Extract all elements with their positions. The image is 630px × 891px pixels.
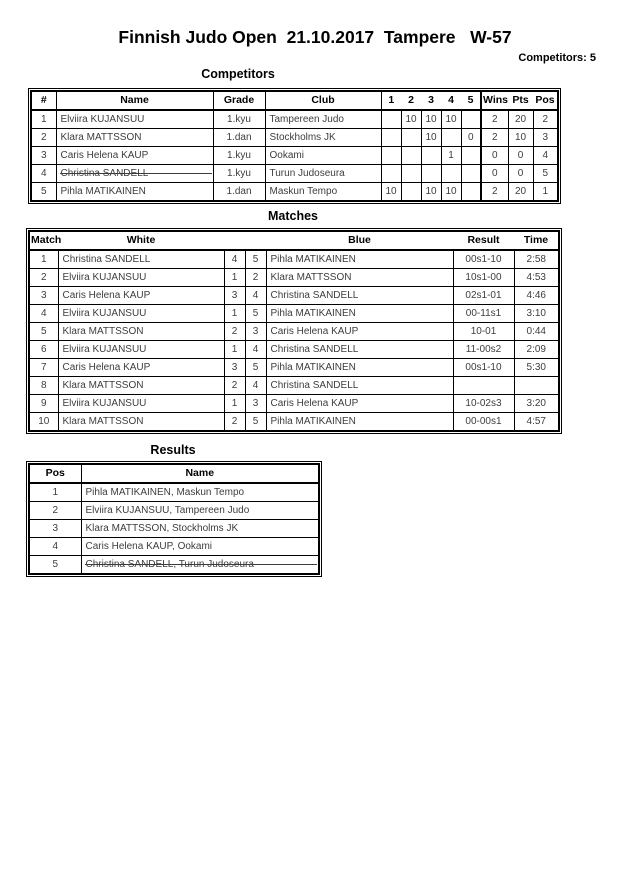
result-name-cell: Klara MATTSSON, Stockholms JK (81, 520, 319, 538)
match-row (29, 377, 559, 395)
result-row (29, 502, 319, 520)
match-white-name-cell: Elviira KUJANSUU (58, 269, 224, 287)
match-number-cell: 2 (29, 269, 58, 287)
match-blue-number-cell: 5 (245, 359, 266, 377)
match-row (29, 413, 559, 432)
match-number-cell: 3 (29, 287, 58, 305)
match-result-cell: 11-00s2 (453, 341, 514, 359)
match-row (29, 395, 559, 413)
competitor-row (31, 183, 558, 202)
competitors-header-name: Name (56, 91, 213, 110)
matches-header-row (29, 231, 559, 250)
match-time-cell: 3:10 (514, 305, 559, 323)
competitor-wins-cell: 2 (481, 110, 508, 129)
competitor-row (31, 129, 558, 147)
match-blue-name-cell: Caris Helena KAUP (266, 323, 453, 341)
match-white-number-cell: 3 (224, 287, 245, 305)
match-white-number-cell: 2 (224, 413, 245, 432)
match-result-cell: 00s1-10 (453, 250, 514, 269)
matches-header-match: Match (29, 231, 58, 250)
match-number-cell: 1 (29, 250, 58, 269)
competitor-wins-cell: 0 (481, 147, 508, 165)
competitor-wins-cell: 0 (481, 165, 508, 183)
competitor-round-2-score-cell (401, 129, 421, 147)
match-white-name-cell: Klara MATTSSON (58, 377, 224, 395)
match-white-number-cell: 2 (224, 377, 245, 395)
competitor-round-4-score-cell (441, 165, 461, 183)
competitor-club-cell: Tampereen Judo (265, 110, 381, 129)
competitor-grade-cell: 1.dan (213, 129, 265, 147)
match-blue-name-cell: Caris Helena KAUP (266, 395, 453, 413)
competitor-pos-cell: 3 (533, 129, 558, 147)
results-header-row (29, 464, 319, 483)
competitor-club-cell: Turun Judoseura (265, 165, 381, 183)
match-blue-name-cell: Pihla MATIKAINEN (266, 413, 453, 432)
match-blue-name-cell: Christina SANDELL (266, 341, 453, 359)
match-white-number-cell: 1 (224, 269, 245, 287)
results-table-body (29, 483, 319, 574)
match-time-cell: 3:20 (514, 395, 559, 413)
result-row (29, 538, 319, 556)
competitors-header-round-3: 3 (421, 91, 441, 110)
page-title: Finnish Judo Open 21.10.2017 Tampere W-57 (118, 27, 512, 47)
competitor-row (31, 110, 558, 129)
match-blue-number-cell: 4 (245, 287, 266, 305)
competitor-round-2-score-cell (401, 183, 421, 202)
competitor-round-1-score-cell (381, 110, 401, 129)
match-blue-number-cell: 3 (245, 395, 266, 413)
match-result-cell: 00s1-10 (453, 359, 514, 377)
result-name-cell: Pihla MATIKAINEN, Maskun Tempo (81, 483, 319, 502)
matches-header-white-num (224, 231, 245, 250)
competitor-row (31, 165, 558, 183)
competitor-pos-cell: 1 (533, 183, 558, 202)
matches-table-body (29, 250, 559, 431)
competitor-wins-cell: 2 (481, 129, 508, 147)
competitor-round-3-score-cell (421, 165, 441, 183)
competitor-pts-cell: 20 (508, 110, 533, 129)
competitor-club-cell: Ookami (265, 147, 381, 165)
match-white-name-cell: Christina SANDELL (58, 250, 224, 269)
match-blue-number-cell: 5 (245, 413, 266, 432)
competitor-number-cell: 3 (31, 147, 56, 165)
competitor-round-1-score-cell (381, 129, 401, 147)
match-row (29, 341, 559, 359)
match-row (29, 287, 559, 305)
competitors-header-num: # (31, 91, 56, 110)
competitor-round-3-score-cell: 10 (421, 110, 441, 129)
result-row (29, 483, 319, 502)
match-white-name-cell: Klara MATTSSON (58, 413, 224, 432)
competitors-header-round-1: 1 (381, 91, 401, 110)
competitor-round-4-score-cell: 10 (441, 110, 461, 129)
competitor-pts-cell: 10 (508, 129, 533, 147)
match-result-cell: 10-02s3 (453, 395, 514, 413)
match-number-cell: 8 (29, 377, 58, 395)
match-white-name-cell: Elviira KUJANSUU (58, 341, 224, 359)
match-number-cell: 4 (29, 305, 58, 323)
match-white-name-cell: Caris Helena KAUP (58, 359, 224, 377)
match-white-name-cell: Klara MATTSSON (58, 323, 224, 341)
match-blue-name-cell: Christina SANDELL (266, 377, 453, 395)
match-number-cell: 5 (29, 323, 58, 341)
matches-header-blue: Blue (266, 231, 453, 250)
match-white-number-cell: 4 (224, 250, 245, 269)
match-white-number-cell: 1 (224, 341, 245, 359)
match-blue-name-cell: Pihla MATIKAINEN (266, 250, 453, 269)
competitors-header-club: Club (265, 91, 381, 110)
competitor-round-5-score-cell (461, 110, 481, 129)
match-result-cell: 02s1-01 (453, 287, 514, 305)
match-blue-number-cell: 2 (245, 269, 266, 287)
result-pos-cell: 3 (29, 520, 81, 538)
competitors-header-row (31, 91, 558, 110)
result-row (29, 520, 319, 538)
competitor-round-5-score-cell (461, 165, 481, 183)
result-pos-cell: 5 (29, 556, 81, 575)
match-row (29, 305, 559, 323)
result-pos-cell: 4 (29, 538, 81, 556)
matches-header-result: Result (453, 231, 514, 250)
match-result-cell (453, 377, 514, 395)
matches-header-blue-num (245, 231, 266, 250)
match-result-cell: 00-00s1 (453, 413, 514, 432)
result-pos-cell: 1 (29, 483, 81, 502)
competitor-number-cell: 1 (31, 110, 56, 129)
matches-header-white: White (58, 231, 224, 250)
competitor-grade-cell: 1.kyu (213, 110, 265, 129)
competitor-pts-cell: 0 (508, 165, 533, 183)
competitor-round-1-score-cell (381, 165, 401, 183)
competitor-name-cell: Elviira KUJANSUU (56, 110, 213, 129)
match-blue-number-cell: 5 (245, 250, 266, 269)
competitor-grade-cell: 1.kyu (213, 147, 265, 165)
competitor-pts-cell: 20 (508, 183, 533, 202)
match-row (29, 323, 559, 341)
match-time-cell: 0:44 (514, 323, 559, 341)
competitor-round-5-score-cell (461, 183, 481, 202)
competitor-club-cell: Maskun Tempo (265, 183, 381, 202)
competitor-number-cell: 5 (31, 183, 56, 202)
competitor-round-5-score-cell (461, 147, 481, 165)
result-name-cell: Elviira KUJANSUU, Tampereen Judo (81, 502, 319, 520)
matches-table (28, 230, 560, 432)
match-white-number-cell: 1 (224, 395, 245, 413)
competitor-round-3-score-cell (421, 147, 441, 165)
competitors-table-body (31, 110, 558, 201)
competitor-round-4-score-cell: 10 (441, 183, 461, 202)
match-blue-number-cell: 4 (245, 341, 266, 359)
result-name-cell: Caris Helena KAUP, Ookami (81, 538, 319, 556)
match-time-cell: 4:53 (514, 269, 559, 287)
match-white-number-cell: 1 (224, 305, 245, 323)
match-time-cell: 5:30 (514, 359, 559, 377)
competitor-club-cell: Stockholms JK (265, 129, 381, 147)
match-number-cell: 10 (29, 413, 58, 432)
competitor-round-1-score-cell: 10 (381, 183, 401, 202)
competitor-grade-cell: 1.dan (213, 183, 265, 202)
match-white-name-cell: Caris Helena KAUP (58, 287, 224, 305)
match-time-cell: 2:58 (514, 250, 559, 269)
match-blue-name-cell: Pihla MATIKAINEN (266, 305, 453, 323)
competitors-header-grade: Grade (213, 91, 265, 110)
match-result-cell: 10s1-00 (453, 269, 514, 287)
match-blue-name-cell: Klara MATTSSON (266, 269, 453, 287)
match-number-cell: 9 (29, 395, 58, 413)
match-row (29, 269, 559, 287)
competitor-number-cell: 2 (31, 129, 56, 147)
match-blue-number-cell: 5 (245, 305, 266, 323)
competitor-pos-cell: 5 (533, 165, 558, 183)
match-time-cell: 2:09 (514, 341, 559, 359)
match-result-cell: 10-01 (453, 323, 514, 341)
competitor-round-5-score-cell: 0 (461, 129, 481, 147)
results-header-pos: Pos (29, 464, 81, 483)
competitor-round-4-score-cell: 1 (441, 147, 461, 165)
competitor-name-cell: Pihla MATIKAINEN (56, 183, 213, 202)
competitor-pts-cell: 0 (508, 147, 533, 165)
competitor-row (31, 147, 558, 165)
competitor-round-1-score-cell (381, 147, 401, 165)
match-blue-name-cell: Pihla MATIKAINEN (266, 359, 453, 377)
competitors-header-round-5: 5 (461, 91, 481, 110)
match-result-cell: 00-11s1 (453, 305, 514, 323)
competitors-header-round-4: 4 (441, 91, 461, 110)
competitor-name-cell: Christina SANDELL (56, 165, 213, 183)
match-blue-name-cell: Christina SANDELL (266, 287, 453, 305)
competitors-count: Competitors: 5 (518, 52, 596, 64)
match-time-cell: 4:46 (514, 287, 559, 305)
match-time-cell (514, 377, 559, 395)
competitor-grade-cell: 1.kyu (213, 165, 265, 183)
match-white-number-cell: 2 (224, 323, 245, 341)
matches-header-time: Time (514, 231, 559, 250)
competitor-round-3-score-cell: 10 (421, 129, 441, 147)
competitor-round-2-score-cell (401, 147, 421, 165)
match-white-name-cell: Elviira KUJANSUU (58, 395, 224, 413)
competitor-name-cell: Caris Helena KAUP (56, 147, 213, 165)
matches-heading: Matches (267, 209, 319, 223)
competitor-round-4-score-cell (441, 129, 461, 147)
results-header-name: Name (81, 464, 319, 483)
results-heading: Results (150, 443, 196, 457)
competitors-heading: Competitors (201, 67, 275, 81)
match-blue-number-cell: 4 (245, 377, 266, 395)
result-pos-cell: 2 (29, 502, 81, 520)
competitor-wins-cell: 2 (481, 183, 508, 202)
result-name-cell: Christina SANDELL, Turun Judoseura (81, 556, 319, 575)
match-number-cell: 6 (29, 341, 58, 359)
competitor-pos-cell: 4 (533, 147, 558, 165)
match-white-name-cell: Elviira KUJANSUU (58, 305, 224, 323)
match-time-cell: 4:57 (514, 413, 559, 432)
competitor-name-cell: Klara MATTSSON (56, 129, 213, 147)
competitors-header-pts: Pts (508, 91, 533, 110)
competitor-pos-cell: 2 (533, 110, 558, 129)
result-row (29, 556, 319, 575)
match-row (29, 250, 559, 269)
match-white-number-cell: 3 (224, 359, 245, 377)
competitors-header-pos: Pos (533, 91, 558, 110)
competitors-header-round-2: 2 (401, 91, 421, 110)
results-table (28, 463, 320, 575)
competitor-round-2-score-cell: 10 (401, 110, 421, 129)
match-number-cell: 7 (29, 359, 58, 377)
competitor-round-2-score-cell (401, 165, 421, 183)
match-row (29, 359, 559, 377)
match-blue-number-cell: 3 (245, 323, 266, 341)
competitor-round-3-score-cell: 10 (421, 183, 441, 202)
competitor-number-cell: 4 (31, 165, 56, 183)
competitors-header-wins: Wins (481, 91, 508, 110)
competitors-table (30, 90, 559, 202)
